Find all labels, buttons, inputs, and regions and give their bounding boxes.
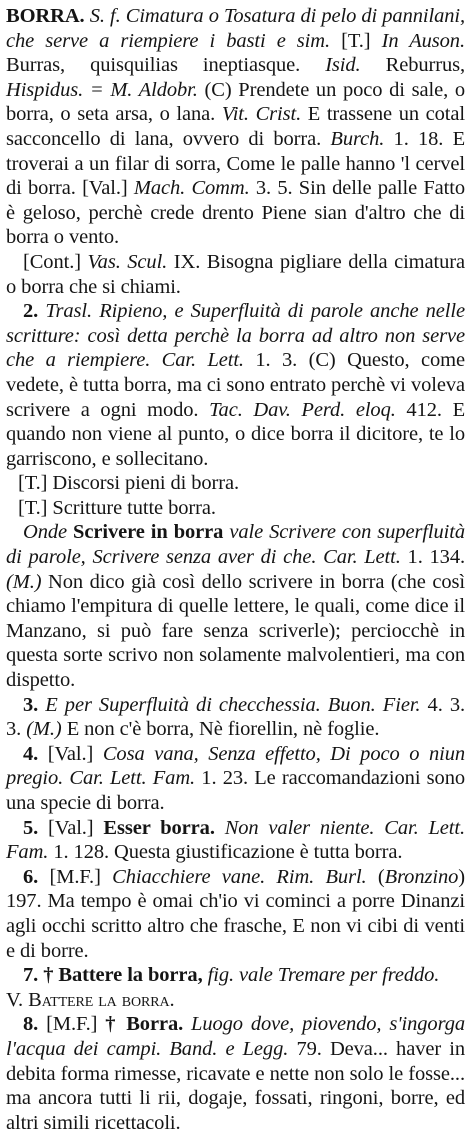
text-run: Vas. Scul. <box>87 250 168 273</box>
sense-2-onde <box>6 520 465 692</box>
entry-cont-quote <box>6 250 465 299</box>
text-run: E trassene un cotal sacconcello di lana, ovvero di borra. <box>6 103 465 150</box>
text-run: Isid. <box>325 54 361 77</box>
text-run: 3. 5. Sin delle palle Fatto è geloso, perchè crede drento Piene sian d'altro che di borra o vento. <box>6 177 466 249</box>
text-run: [T.] <box>330 29 382 52</box>
sense-2-example-1 <box>6 471 465 496</box>
text-run: Trasl. Ripieno, e Superfluità di parole anche nelle scritture: così detta perchè la borra ad altro non serve che a riempiere. Car. Lett. <box>6 300 465 372</box>
text-run: Scrivere in borra <box>73 521 224 544</box>
text-run: (M.) <box>26 718 62 741</box>
text-run: 1. 128. Questa giustificazione è tutta borra. <box>48 841 403 864</box>
text-run: Burch. <box>330 127 385 150</box>
text-run: E non c'è borra, Nè fiorellin, nè foglie. <box>61 718 380 741</box>
text-run: Non valer niente. Car. Lett. Fam. <box>6 816 465 864</box>
sense-2-example-2 <box>6 496 465 521</box>
text-run: Bronzino <box>384 865 459 888</box>
text-run: [Val.] <box>48 816 104 839</box>
sense-2 <box>6 299 465 471</box>
text-run: Onde <box>23 521 74 544</box>
text-run: † Battere la borra, <box>43 964 203 987</box>
text-run: BORRA. <box>6 5 85 27</box>
text-run: S. f. Cimatura o Tosatura di pelo di pannilani, che serve a riempiere i basti e sim. <box>6 5 465 52</box>
text-run: [Val.] <box>47 742 103 765</box>
text-run: Luogo dove, piovendo, s'ingorga l'acqua dei campi. Band. e Legg. <box>6 1013 465 1060</box>
text-run: Reburrus, <box>360 54 466 77</box>
text-run: Tac. Dav. Perd. eloq. <box>209 398 396 421</box>
text-run: Hispidus. = M. Aldobr. <box>6 78 198 101</box>
text-run: Burras, quisquilias ineptiasque. <box>6 54 326 77</box>
text-run: (C) Prendete un poco di sale, o borra, o seta arsa, o lana. <box>6 78 466 126</box>
text-run: [T.] Discorsi pieni di borra. <box>18 472 240 495</box>
text-run: In Auson. <box>381 29 465 52</box>
text-run: (M.) <box>6 570 42 593</box>
text-run: Battere la borra. <box>28 988 175 1011</box>
text-run: E per Superfluità di checchessia. Buon. Fier. <box>45 693 421 716</box>
text-run: 1. 3. (C) Questo, come vedete, è tutta borra, ma ci sono entrato perchè vi voleva scrivere a ogni modo. <box>6 349 465 421</box>
text-run: 1. 23. Le raccomandazioni sono una specie di borra. <box>6 767 465 814</box>
text-run: 2. <box>23 300 46 323</box>
text-run: 412. E quando non viene al punto, o dice borra il dicitore, te lo garriscono, e sollecitano. <box>6 398 465 470</box>
text-run: [T.] Scritture tutte borra. <box>18 496 216 519</box>
text-run: [M.F.] <box>49 865 113 888</box>
text-run: 3. <box>23 693 46 716</box>
text-run: [Cont.] <box>23 250 88 273</box>
text-run: 5. <box>23 816 49 839</box>
text-run: Mach. Comm. <box>133 177 250 200</box>
text-run: [M.F.] <box>46 1013 106 1036</box>
sense-3 <box>6 693 465 742</box>
sense-4 <box>6 742 465 816</box>
text-run: 1. 18. E troverai a un filar di sorra, Come le palle hanno 'l cervel di borra. [Val.] <box>6 127 465 200</box>
text-run: vale Scrivere con superfluità di parole, Scrivere senza aver di che. Car. Lett. <box>6 521 465 569</box>
text-run: Chiacchiere vane. Rim. Burl. <box>112 865 367 888</box>
text-run: IX. Bisogna pigliare della cimatura o borra che si chiami. <box>6 250 465 298</box>
text-run: ) 197. Ma tempo è omai ch'io vi cominci a porre Dinanzi agli occhi scritto altro che frasche, E non vi cibi di venti e di borre. <box>6 865 465 962</box>
text-run: fig. vale Tremare per freddo. <box>202 964 440 987</box>
text-run: V. <box>6 988 29 1011</box>
sense-7-crossref <box>6 988 465 1013</box>
text-run: 4. 3. 3. <box>6 693 466 741</box>
sense-5 <box>6 816 465 865</box>
sense-8 <box>6 1012 465 1135</box>
text-run: † Borra. <box>105 1013 184 1036</box>
text-run: Cosa vana, Senza effetto, Di poco o niun pregio. Car. Lett. Fam. <box>6 742 465 790</box>
text-run: Esser borra. <box>103 816 215 839</box>
entry-borra <box>6 4 465 250</box>
text-run: Non dico già così dello scrivere in borra (che così chiamo l'empitura di quelle lettere, le quali, come dice il Manzano, si può fare senza scriverle); perciocchè in questa sorte scrivo non solamente malvolentieri, ma con dispetto. <box>6 570 465 692</box>
text-run: 7. <box>23 964 44 987</box>
text-run: 8. <box>23 1013 47 1036</box>
text-run: Vit. Crist. <box>221 103 302 126</box>
text-run: ( <box>366 865 385 888</box>
text-run: 6. <box>23 865 50 888</box>
text-run: 79. Deva... haver in debita forma rimesse, ricavate e nette non solo le fosse... ma ancora tutti li rii, dogaje, fossati, ringoni, borre, ed altri simili ricettacoli. <box>6 1037 465 1134</box>
sense-7 <box>6 963 465 988</box>
text-run: 1. 134. <box>400 546 465 569</box>
sense-6 <box>6 865 465 963</box>
text-run: 4. <box>23 742 48 765</box>
